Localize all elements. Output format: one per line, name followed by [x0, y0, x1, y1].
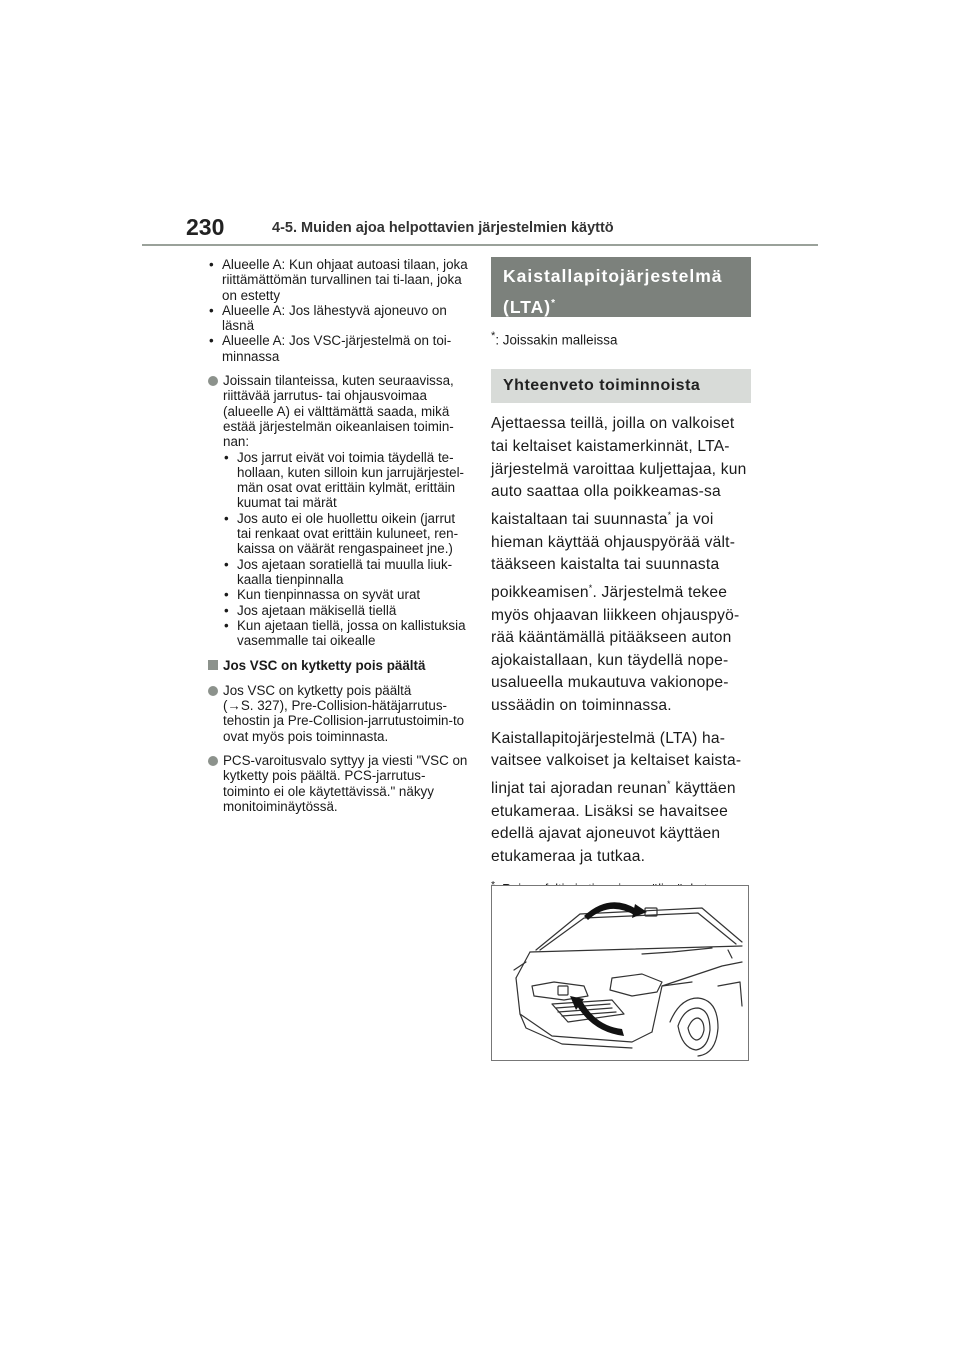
paragraph-2 — [491, 728, 751, 869]
paragraph-text: ja voi hieman käyttää ohjauspyörää vält-tääkseen kaistalta tai suunnasta poikkeamisen — [491, 511, 736, 601]
page-reference: S. 327), Pre-Collision-hätäjarrutus-tehostin ja Pre-Collision-jarrutustoimin-to ovat myös pois toiminnasta. — [223, 698, 465, 744]
paragraph-text: käyttäen etukameraa. Lisäksi se havaitsee edellä ajavat ajoneuvot käyttäen etukameraa ja tutkaa. — [491, 779, 736, 865]
bullet-item: • Kun tienpinnassa on syvät urat — [223, 587, 470, 602]
model-note-text: : Joissakin malleissa — [495, 332, 618, 348]
circle-bullet-text: (→S. 327), Pre-Collision-hätäjarrutus-tehostin ja Pre-Collision-jarrutustoimin-to ovat myös pois toiminnasta. — [223, 698, 465, 744]
square-heading: Jos VSC on kytketty pois päältä — [208, 658, 470, 673]
paragraph-text: Kaistallapitojärjestelmä (LTA) ha-vaitsee valkoiset ja keltaiset kaista-linjat tai ajoradan reunan — [491, 729, 742, 797]
car-camera-illustration — [491, 885, 749, 1061]
asterisk-mark: * — [551, 298, 556, 309]
paragraph-1 — [491, 413, 751, 717]
reference-arrow: → — [227, 698, 241, 714]
bullet-item: • Alueelle A: Jos lähestyvä ajoneuvo on läsnä — [208, 303, 470, 334]
bullet-item: • Alueelle A: Kun ohjaat autoasi tilaan, joka riittämättömän turvallinen tai ti-laan, joka on estetty — [208, 257, 470, 303]
right-column — [491, 257, 751, 917]
paragraph-text: . Järjestelmä tekee myös ohjaavan liikkeen ohjauspyö-rää kääntämällä pitääkseen auton ajokaistallaan, kun täydellä nope-usalueella mukautuva vakionope-ussäädin on toiminnassa. — [491, 584, 740, 714]
bullet-item: • Jos ajetaan soratiellä tai muulla liuk-kaalla tienpinnalla — [223, 557, 470, 588]
page-header — [142, 208, 818, 246]
circle-bullet-item — [208, 373, 470, 648]
bullet-item: • Jos ajetaan mäkisellä tiellä — [223, 603, 470, 618]
model-note — [491, 330, 751, 347]
bullet-item: • Alueelle A: Jos VSC-järjestelmä on toi-minnassa — [208, 333, 470, 364]
header-divider — [142, 244, 818, 246]
bullet-item: • Kun ajetaan tiellä, jossa on kallistuksia vasemmalle tai oikealle — [223, 618, 470, 649]
page-number: 230 — [186, 214, 225, 240]
circle-bullet-item — [208, 683, 470, 744]
asterisk-mark: * — [667, 509, 672, 520]
car-illustration-svg — [492, 886, 748, 1060]
main-heading-box — [491, 257, 751, 317]
circle-bullet-text: Joissain tilanteissa, kuten seuraavissa, riittävää jarrutus- tai ohjausvoimaa (alueelle A) ei välttämättä saada, mikä estää järjestelmän oikeanlaisen toimin-nan: — [223, 373, 454, 450]
paragraph-text: Ajettaessa teillä, joilla on valkoiset tai keltaiset kaistamerkinnät, LTA-järjestelmä varoittaa kuljettajaa, kun auto saattaa olla poikkeamas-sa kaistaltaan tai suunnasta — [491, 415, 747, 529]
circle-bullet-item: PCS-varoitusvalo syttyy ja viesti "VSC on kytketty pois päältä. PCS-jarrutus-toiminto ei ole käytettävissä." näkyy monitoiminäytössä. — [208, 753, 470, 814]
asterisk-mark: * — [491, 330, 496, 342]
left-column — [208, 257, 470, 814]
sub-heading-box: Yhteenveto toiminnoista — [491, 369, 751, 403]
bullet-item: • Jos jarrut eivät voi toimia täydellä te-hollaan, kuten silloin kun jarrujärjestel-män osat ovat erittäin kylmät, erittäin kuumat tai märät — [223, 450, 470, 511]
asterisk-mark: * — [588, 582, 593, 593]
bullet-item: • Jos auto ei ole huollettu oikein (jarrut tai renkaat ovat erittäin kuluneet, ren-kaissa on väärät rengaspaineet jne.) — [223, 511, 470, 557]
section-title: 4-5. Muiden ajoa helpottavien järjestelmien käyttö — [272, 220, 614, 236]
main-heading: Kaistallapitojärjestelmä (LTA) — [503, 266, 723, 317]
circle-bullet-text: Jos VSC on kytketty pois päältä — [223, 682, 412, 698]
asterisk-mark: * — [667, 778, 671, 789]
